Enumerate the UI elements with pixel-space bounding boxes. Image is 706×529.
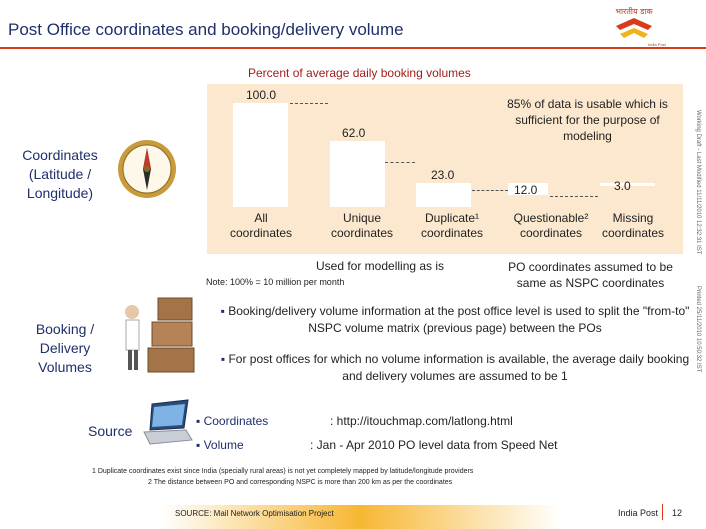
category-label: All coordinates [229,211,293,240]
category-label: Unique coordinates [330,211,394,240]
category-label: Duplicate¹ coordinates [420,211,484,240]
footer-band [0,505,706,529]
value-label: 100.0 [246,88,277,102]
bar-all [233,103,288,207]
source-label: Source [88,423,133,439]
side-printed-text: Printed 25/11/2010 10:50:32 IST [695,286,701,373]
coordinates-label: Coordinates (Latitude / Longitude) [22,147,98,201]
footnote-2: 2 The distance between PO and corresponding NSPC is more than 200 km as per the coordinates [148,479,453,486]
bullet-volume-split: ▪ Booking/delivery volume information at the post office level is used to split the "from-to" NSPC volume matrix (previous page) between the POs [220,304,690,335]
value-label: 3.0 [614,179,631,193]
chart-title: Percent of average daily booking volumes [248,66,471,80]
value-label: 12.0 [514,183,538,197]
chart-note: Note: 100% = 10 million per month [206,277,345,287]
group-label-used: Used for modelling as is [316,259,445,273]
connector-line [550,196,598,197]
category-label: Questionable² coordinates [513,211,589,240]
booking-label: Booking / Delivery Volumes [35,321,95,375]
india-post-logo [608,4,666,48]
svg-text:भारतीय डाक: भारतीय डाक [615,7,653,16]
parcel-boxes-icon [118,290,208,376]
connector-line [472,190,508,191]
source-value-volume: : Jan - Apr 2010 PO level data from Speed Net [310,438,558,452]
connector-line [290,103,328,104]
source-row-coordinates: ▪ Coordinates [196,414,269,428]
laptop-icon [140,398,194,446]
title-underline [0,47,706,49]
group-label-assumed: PO coordinates assumed to be same as NSPC coordinates [508,260,673,290]
footer-divider [662,504,663,520]
page-title: Post Office coordinates and booking/delivery volume [8,20,404,39]
page-number: 12 [672,508,683,518]
side-draft-text: Working Draft - Last Modified 11/11/2010 12:32:31 IST [695,110,701,255]
footer-brand: India Post [618,508,659,518]
connector-line [385,162,415,163]
footer-source: SOURCE: Mail Network Optimisation Project [175,509,334,518]
svg-text:India Post: India Post [648,42,666,47]
bar-unique [330,141,385,207]
footnote-1: 1 Duplicate coordinates exist since India (specially rural areas) is not yet completely mapped by latitude/longitude providers [92,468,474,475]
bar-duplicate [416,183,471,207]
value-label: 23.0 [431,168,455,182]
category-label: Missing coordinates [601,211,665,240]
source-value-coordinates: : http://itouchmap.com/latlong.html [330,414,513,428]
source-row-volume: ▪ Volume [196,438,244,452]
compass-icon [116,138,178,200]
bullet-default-volume: ▪ For post offices for which no volume information is available, the average daily booking and delivery volumes are assumed to be 1 [220,352,690,383]
value-label: 62.0 [342,126,366,140]
usable-data-callout: 85% of data is usable which is sufficient for the purpose of modeling [507,97,668,143]
